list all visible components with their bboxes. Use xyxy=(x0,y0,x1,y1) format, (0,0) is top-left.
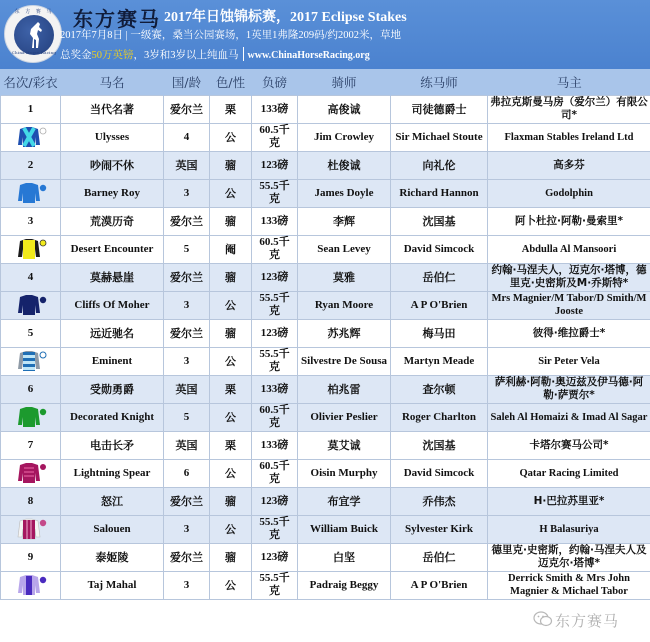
country-cell: 爱尔兰 xyxy=(164,207,210,235)
logo-emblem xyxy=(14,15,54,55)
jockey-silks-icon xyxy=(14,461,48,485)
horse-name-en: Taj Mahal xyxy=(61,571,164,599)
jockey-zh: 白坚 xyxy=(298,543,391,571)
table-row-chinese xyxy=(1,375,650,403)
trainer-zh: 向礼伦 xyxy=(391,151,488,179)
jockey-en: James Doyle xyxy=(298,179,391,207)
jockey-zh: 莫艾诚 xyxy=(298,431,391,459)
trainer-en: A P O'Brien xyxy=(391,291,488,319)
owner-zh: 阿卜杜拉·阿勒·曼索里* xyxy=(488,207,650,235)
horse-name-en: Decorated Knight xyxy=(61,403,164,431)
silk-cell xyxy=(1,459,61,487)
color-cell: 骝 xyxy=(210,319,252,347)
jockey-zh: 李辉 xyxy=(298,207,391,235)
table-row-english xyxy=(1,403,650,431)
country-cell: 英国 xyxy=(164,431,210,459)
country-cell: 爱尔兰 xyxy=(164,263,210,291)
jockey-en: Silvestre De Sousa xyxy=(298,347,391,375)
table-row-english xyxy=(1,515,650,543)
col-header-position: 名次/彩衣 xyxy=(1,69,61,95)
horse-name-zh: 荒漠历奇 xyxy=(61,207,164,235)
trainer-en: Martyn Meade xyxy=(391,347,488,375)
wechat-icon xyxy=(533,610,553,628)
color-cell: 骝 xyxy=(210,543,252,571)
weight-lbs-cell: 123磅 xyxy=(252,319,298,347)
weight-kg-cell: 60.5千克 xyxy=(252,403,298,431)
trainer-zh: 乔伟杰 xyxy=(391,487,488,515)
jockey-en: Oisin Murphy xyxy=(298,459,391,487)
owner-en: Saleh Al Homaizi & Imad Al Sagar xyxy=(488,403,650,431)
color-cell: 栗 xyxy=(210,95,252,123)
table-row-chinese xyxy=(1,431,650,459)
brand-name: 东方赛马 xyxy=(73,7,161,31)
horse-icon xyxy=(26,21,44,49)
position-cell: 9 xyxy=(1,543,61,571)
race-details: 2017年7月8日 | 一级赛，桑当公园赛场，1英里1弗隆209码/约2002米，草地 xyxy=(60,30,402,41)
jockey-zh: 杜俊诚 xyxy=(298,151,391,179)
trainer-zh: 查尔顿 xyxy=(391,375,488,403)
country-cell: 爱尔兰 xyxy=(164,543,210,571)
silk-cell xyxy=(1,235,61,263)
logo-top-text: 东 方 赛 马 xyxy=(14,9,54,15)
col-header-trainer: 练马师 xyxy=(391,69,488,95)
color-cell: 骝 xyxy=(210,487,252,515)
jockey-silks-icon xyxy=(14,125,48,149)
prize-line xyxy=(60,47,370,62)
col-header-horse: 马名 xyxy=(61,69,164,95)
jockey-silks-icon xyxy=(14,181,48,205)
position-cell: 2 xyxy=(1,151,61,179)
age-cell: 5 xyxy=(164,403,210,431)
china-horse-racing-logo xyxy=(4,5,62,63)
race-title: 2017年日蚀锦标赛，2017 Eclipse Stakes xyxy=(164,10,407,25)
owner-zh: 萨利赫·阿勒·奥迈兹及伊马德·阿勒·萨贾尔* xyxy=(488,375,650,403)
owner-en: Flaxman Stables Ireland Ltd xyxy=(488,123,650,151)
horse-name-zh: 泰姬陵 xyxy=(61,543,164,571)
table-row-chinese xyxy=(1,151,650,179)
silk-cell xyxy=(1,347,61,375)
table-header-row xyxy=(1,69,650,95)
table-row-chinese xyxy=(1,207,650,235)
sex-cell: 公 xyxy=(210,291,252,319)
country-cell: 爱尔兰 xyxy=(164,95,210,123)
jockey-silks-icon xyxy=(14,237,48,261)
table-row-chinese xyxy=(1,95,650,123)
owner-zh: 高多芬 xyxy=(488,151,650,179)
weight-lbs-cell: 123磅 xyxy=(252,543,298,571)
owner-en: Abdulla Al Mansoori xyxy=(488,235,650,263)
position-cell: 5 xyxy=(1,319,61,347)
weight-lbs-cell: 133磅 xyxy=(252,431,298,459)
table-row-english xyxy=(1,571,650,599)
color-cell: 栗 xyxy=(210,431,252,459)
silk-cell xyxy=(1,179,61,207)
jockey-zh: 布宜学 xyxy=(298,487,391,515)
jockey-en: Sean Levey xyxy=(298,235,391,263)
table-row-english xyxy=(1,459,650,487)
owner-zh: H·巴拉苏里亚* xyxy=(488,487,650,515)
weight-lbs-cell: 133磅 xyxy=(252,95,298,123)
watermark-text: 东方赛马 xyxy=(555,612,620,630)
horse-name-zh: 电击长矛 xyxy=(61,431,164,459)
weight-lbs-cell: 133磅 xyxy=(252,375,298,403)
owner-en: Qatar Racing Limited xyxy=(488,459,650,487)
country-cell: 爱尔兰 xyxy=(164,319,210,347)
trainer-en: Sylvester Kirk xyxy=(391,515,488,543)
horse-name-en: Desert Encounter xyxy=(61,235,164,263)
owner-zh: 彼得·维拉爵士* xyxy=(488,319,650,347)
silk-cell xyxy=(1,291,61,319)
position-cell: 4 xyxy=(1,263,61,291)
sex-cell: 公 xyxy=(210,515,252,543)
prize-prefix: 总奖金 xyxy=(60,50,92,61)
horse-name-en: Salouen xyxy=(61,515,164,543)
col-header-country-age: 国/龄 xyxy=(164,69,210,95)
trainer-en: David Simcock xyxy=(391,235,488,263)
table-row-english xyxy=(1,347,650,375)
sex-cell: 公 xyxy=(210,347,252,375)
weight-lbs-cell: 133磅 xyxy=(252,207,298,235)
table-row-chinese xyxy=(1,263,650,291)
silk-cell xyxy=(1,123,61,151)
age-cell: 4 xyxy=(164,123,210,151)
divider xyxy=(243,47,244,61)
jockey-silks-icon xyxy=(14,517,48,541)
color-cell: 骝 xyxy=(210,207,252,235)
weight-kg-cell: 55.5千克 xyxy=(252,515,298,543)
country-cell: 英国 xyxy=(164,151,210,179)
header-banner xyxy=(0,0,650,69)
jockey-en: William Buick xyxy=(298,515,391,543)
website-link[interactable]: www.ChinaHorseRacing.org xyxy=(247,50,370,61)
horse-name-en: Cliffs Of Moher xyxy=(61,291,164,319)
silk-cell xyxy=(1,515,61,543)
weight-lbs-cell: 123磅 xyxy=(252,151,298,179)
horse-name-en: Eminent xyxy=(61,347,164,375)
color-cell: 骝 xyxy=(210,151,252,179)
table-row-chinese xyxy=(1,319,650,347)
age-cell: 3 xyxy=(164,179,210,207)
weight-lbs-cell: 123磅 xyxy=(252,487,298,515)
age-cell: 3 xyxy=(164,571,210,599)
trainer-zh: 梅马田 xyxy=(391,319,488,347)
position-cell: 1 xyxy=(1,95,61,123)
jockey-en: Olivier Peslier xyxy=(298,403,391,431)
sex-cell: 公 xyxy=(210,459,252,487)
prize-suffix: ，3岁和3岁以上纯血马 xyxy=(133,50,239,61)
horse-name-en: Ulysses xyxy=(61,123,164,151)
jockey-en: Ryan Moore xyxy=(298,291,391,319)
silk-cell xyxy=(1,403,61,431)
weight-lbs-cell: 123磅 xyxy=(252,263,298,291)
runners-table xyxy=(0,69,650,600)
owner-en: Godolphin xyxy=(488,179,650,207)
trainer-zh: 司徒德爵士 xyxy=(391,95,488,123)
weight-kg-cell: 55.5千克 xyxy=(252,571,298,599)
trainer-en: A P O'Brien xyxy=(391,571,488,599)
horse-name-zh: 莫赫悬崖 xyxy=(61,263,164,291)
position-cell: 7 xyxy=(1,431,61,459)
weight-kg-cell: 55.5千克 xyxy=(252,179,298,207)
table-row-chinese xyxy=(1,543,650,571)
table-row-chinese xyxy=(1,487,650,515)
horse-name-zh: 远近驰名 xyxy=(61,319,164,347)
owner-en: Mrs Magnier/M Tabor/D Smith/M Jooste xyxy=(488,291,650,319)
owner-zh: 卡塔尔赛马公司* xyxy=(488,431,650,459)
age-cell: 3 xyxy=(164,515,210,543)
sex-cell: 公 xyxy=(210,179,252,207)
jockey-en: Jim Crowley xyxy=(298,123,391,151)
trainer-en: Sir Michael Stoute xyxy=(391,123,488,151)
age-cell: 5 xyxy=(164,235,210,263)
trainer-zh: 沈国基 xyxy=(391,207,488,235)
jockey-en: Padraig Beggy xyxy=(298,571,391,599)
weight-kg-cell: 55.5千克 xyxy=(252,291,298,319)
table-row-english xyxy=(1,235,650,263)
age-cell: 3 xyxy=(164,347,210,375)
jockey-zh: 柏兆雷 xyxy=(298,375,391,403)
sex-cell: 阉 xyxy=(210,235,252,263)
owner-zh: 弗拉克斯曼马房（爱尔兰）有限公司* xyxy=(488,95,650,123)
owner-en: Sir Peter Vela xyxy=(488,347,650,375)
jockey-zh: 苏兆辉 xyxy=(298,319,391,347)
age-cell: 3 xyxy=(164,291,210,319)
position-cell: 6 xyxy=(1,375,61,403)
col-header-weight: 负磅 xyxy=(252,69,298,95)
sex-cell: 公 xyxy=(210,123,252,151)
trainer-en: David Simcock xyxy=(391,459,488,487)
sex-cell: 公 xyxy=(210,403,252,431)
owner-zh: 德里克·史密斯，约翰·马涅夫人及迈克尔·塔博* xyxy=(488,543,650,571)
horse-name-en: Barney Roy xyxy=(61,179,164,207)
weight-kg-cell: 55.5千克 xyxy=(252,347,298,375)
jockey-silks-icon xyxy=(14,293,48,317)
table-row-english xyxy=(1,179,650,207)
jockey-silks-icon xyxy=(14,405,48,429)
country-cell: 爱尔兰 xyxy=(164,487,210,515)
country-cell: 英国 xyxy=(164,375,210,403)
trainer-zh: 沈国基 xyxy=(391,431,488,459)
weight-kg-cell: 60.5千克 xyxy=(252,459,298,487)
color-cell: 骝 xyxy=(210,263,252,291)
color-cell: 栗 xyxy=(210,375,252,403)
owner-en: Derrick Smith & Mrs John Magnier & Michael Tabor xyxy=(488,571,650,599)
col-header-jockey: 骑师 xyxy=(298,69,391,95)
sex-cell: 公 xyxy=(210,571,252,599)
jockey-silks-icon xyxy=(14,573,48,597)
owner-en: H Balasuriya xyxy=(488,515,650,543)
age-cell: 6 xyxy=(164,459,210,487)
col-header-color-sex: 色/性 xyxy=(210,69,252,95)
table-row-english xyxy=(1,291,650,319)
horse-name-en: Lightning Spear xyxy=(61,459,164,487)
weight-kg-cell: 60.5千克 xyxy=(252,235,298,263)
trainer-en: Richard Hannon xyxy=(391,179,488,207)
horse-name-zh: 受勋勇爵 xyxy=(61,375,164,403)
position-cell: 3 xyxy=(1,207,61,235)
trainer-zh: 岳伯仁 xyxy=(391,543,488,571)
jockey-silks-icon xyxy=(14,349,48,373)
silk-cell xyxy=(1,571,61,599)
jockey-zh: 高俊诚 xyxy=(298,95,391,123)
trainer-en: Roger Charlton xyxy=(391,403,488,431)
table-row-english xyxy=(1,123,650,151)
col-header-owner: 马主 xyxy=(488,69,650,95)
logo-ring-text: China Horse Racing xyxy=(11,50,57,55)
trainer-zh: 岳伯仁 xyxy=(391,263,488,291)
horse-name-zh: 怒江 xyxy=(61,487,164,515)
horse-name-zh: 当代名著 xyxy=(61,95,164,123)
position-cell: 8 xyxy=(1,487,61,515)
prize-amount: 50万英镑 xyxy=(91,50,134,61)
weight-kg-cell: 60.5千克 xyxy=(252,123,298,151)
jockey-zh: 莫雅 xyxy=(298,263,391,291)
horse-name-zh: 吵闹不休 xyxy=(61,151,164,179)
owner-zh: 约翰·马涅夫人，迈克尔·塔博，德里克·史密斯及M·乔斯特* xyxy=(488,263,650,291)
